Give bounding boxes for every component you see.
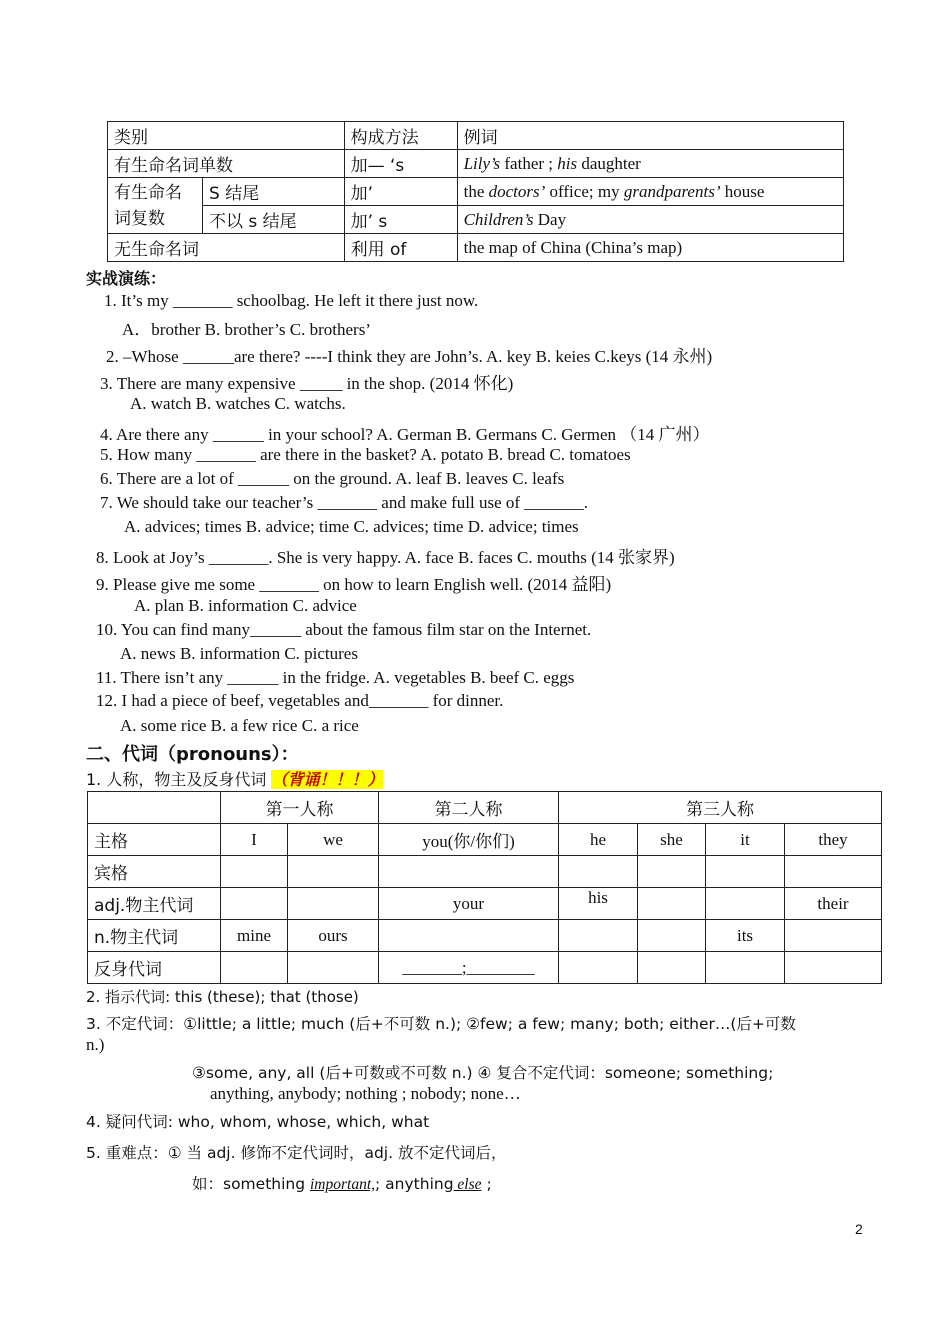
table-cell [638, 856, 706, 888]
table-cell: his [559, 888, 638, 920]
question-line: 1. It’s my _______ schoolbag. He left it there just now. [104, 291, 479, 310]
table-cell: it [706, 824, 785, 856]
note-example: 如：something important,; anything else ; [192, 1175, 492, 1193]
table-cell [638, 920, 706, 952]
options-line: A. plan B. information C. advice [134, 596, 357, 615]
possessive-table [107, 121, 844, 262]
note-indefinite-3: ③some, any, all (后+可数或不可数 n.) ④ 复合不定代词：someone; something; [192, 1064, 774, 1082]
note-demonstrative: 2. 指示代词: this (these); that (those) [86, 988, 359, 1006]
table-cell: its [706, 920, 785, 952]
table-cell [221, 856, 288, 888]
table-cell: we [288, 824, 379, 856]
table-cell [706, 856, 785, 888]
section-title: 二、代词（pronouns）： [86, 744, 299, 765]
question-line: 4. Are there any ______ in your school? A. German B. Germans C. Germen （14 广州） [100, 425, 710, 444]
table-cell: he [559, 824, 638, 856]
row-label: n.物主代词 [88, 920, 221, 952]
note-indefinite: 3. 不定代词：①little; a little; much (后+不可数 n.); ②few; a few; many; both; either…(后+可数 [86, 1015, 796, 1033]
question-line: 7. We should take our teacher’s _______ and make full use of _______. [100, 493, 589, 512]
table-cell: their [785, 888, 882, 920]
corner-cell [88, 792, 221, 824]
table-cell [706, 952, 785, 984]
row-label: 主格 [88, 824, 221, 856]
row-label: 反身代词 [88, 952, 221, 984]
question-line: 6. There are a lot of ______ on the ground. A. leaf B. leaves C. leafs [100, 469, 565, 488]
table-cell [559, 952, 638, 984]
question-line: 12. I had a piece of beef, vegetables and_______ for dinner. [96, 691, 504, 710]
note-indefinite-4: anything, anybody; nothing ; nobody; none… [210, 1084, 521, 1103]
header-second-person: 第二人称 [379, 792, 559, 824]
row-label: adj.物主代词 [88, 888, 221, 920]
table-cell [559, 856, 638, 888]
table-cell [638, 888, 706, 920]
question-line: 3. There are many expensive _____ in the shop. (2014 怀化) [100, 374, 514, 393]
table-cell [706, 888, 785, 920]
pronoun-table [87, 791, 882, 984]
header-first-person: 第一人称 [221, 792, 379, 824]
row1-category: 有生命名词单数 [108, 150, 345, 178]
question-line: 11. There isn’t any ______ in the fridge. A. vegetables B. beef C. eggs [96, 668, 575, 687]
question-line: 8. Look at Joy’s _______. She is very happy. A. face B. faces C. mouths (14 张家界) [96, 548, 675, 567]
table-cell [221, 888, 288, 920]
header-category: 类别 [108, 122, 345, 150]
table-cell [379, 920, 559, 952]
row2-sub: S 结尾 [203, 178, 345, 206]
note-interrogative: 4. 疑问代词: who, whom, whose, which, what [86, 1113, 430, 1131]
row2-category: 有生命名词复数 [108, 178, 203, 234]
row3-sub: 不以 s 结尾 [203, 206, 345, 234]
table-cell: I [221, 824, 288, 856]
table-cell: mine [221, 920, 288, 952]
table-cell [379, 856, 559, 888]
table-cell: _______;________ [379, 952, 559, 984]
row3-method: 加’ s [344, 206, 457, 234]
row3-example: Children’s Day [457, 206, 843, 234]
row2-method: 加’ [344, 178, 457, 206]
header-method: 构成方法 [344, 122, 457, 150]
table-cell [785, 952, 882, 984]
question-line: 9. Please give me some _______ on how to learn English well. (2014 益阳) [96, 575, 612, 594]
table-cell [638, 952, 706, 984]
question-line: 10. You can find many______ about the famous film star on the Internet. [96, 620, 592, 639]
table-cell: your [379, 888, 559, 920]
table-cell: ours [288, 920, 379, 952]
row4-example: the map of China (China’s map) [457, 234, 843, 262]
table-cell [785, 856, 882, 888]
question-line: 2. –Whose ______are there? ----I think they are John’s. A. key B. keies C.keys (14 永州) [106, 347, 713, 366]
options-line: A．brother B. brother’s C. brothers’ [122, 320, 371, 339]
page-number: 2 [855, 1221, 863, 1237]
table-cell [288, 888, 379, 920]
row1-example: Lily’s father ; his daughter [457, 150, 843, 178]
options-line: A. news B. information C. pictures [120, 644, 358, 663]
question-line: 5. How many _______ are there in the basket? A. potato B. bread C. tomatoes [100, 445, 631, 464]
table-cell [559, 920, 638, 952]
table-cell: they [785, 824, 882, 856]
row4-category: 无生命名词 [108, 234, 345, 262]
options-line: A. advices; times B. advice; time C. advices; time D. advice; times [124, 517, 579, 536]
row-label: 宾格 [88, 856, 221, 888]
row1-method: 加— ‘s [344, 150, 457, 178]
header-third-person: 第三人称 [559, 792, 882, 824]
practice-heading: 实战演练： [86, 269, 167, 288]
memorize-highlight: （背诵！！！） [271, 770, 384, 789]
subsection-title: 1. 人称，物主及反身代词 （背诵！！！） [86, 770, 384, 789]
table-cell [785, 920, 882, 952]
table-cell: she [638, 824, 706, 856]
table-cell [221, 952, 288, 984]
note-key-points: 5. 重难点：① 当 adj. 修饰不定代词时，adj. 放不定代词后， [86, 1144, 507, 1162]
options-line: A. watch B. watches C. watchs. [130, 394, 346, 413]
table-cell [288, 856, 379, 888]
header-example: 例词 [457, 122, 843, 150]
row4-method: 利用 of [344, 234, 457, 262]
note-indefinite-cont: n.) [86, 1035, 105, 1054]
row2-example: the doctors’ office; my grandparents’ house [457, 178, 843, 206]
options-line: A. some rice B. a few rice C. a rice [120, 716, 359, 735]
table-cell [288, 952, 379, 984]
table-cell: you(你/你们) [379, 824, 559, 856]
